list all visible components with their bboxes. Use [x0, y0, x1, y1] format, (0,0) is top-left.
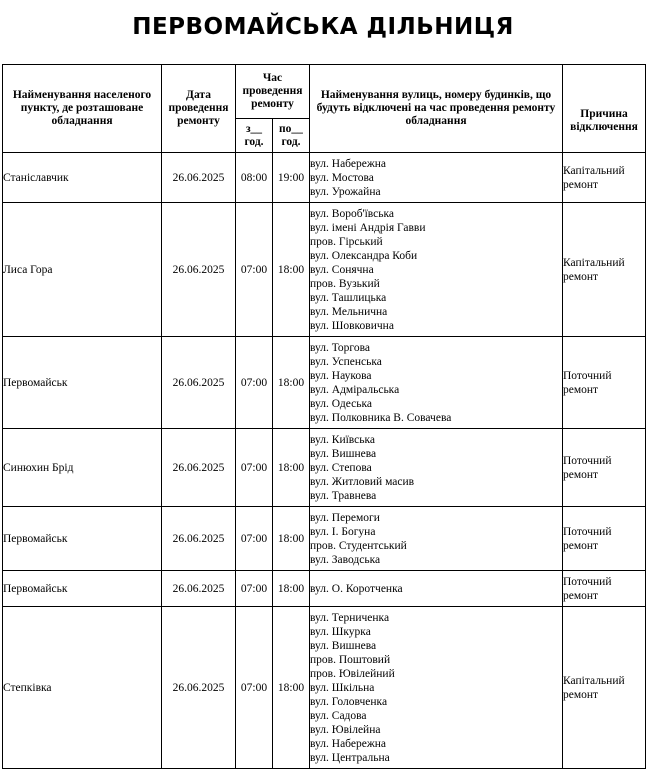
- street-item: вул. Набережна: [310, 157, 387, 170]
- street-item: вул. Вишнева: [310, 447, 377, 460]
- date-cell: 26.06.2025: [162, 337, 236, 429]
- reason-cell: Капітальний ремонт: [563, 607, 646, 769]
- date-cell: 26.06.2025: [162, 507, 236, 571]
- streets-cell: [310, 571, 563, 607]
- time-to-cell: 18:00: [273, 429, 310, 507]
- street-item: вул. Степова: [310, 461, 372, 474]
- street-item: вул. Центральна: [310, 751, 390, 764]
- streets-cell: [310, 429, 563, 507]
- table-row: [3, 507, 646, 571]
- date-cell: 26.06.2025: [162, 607, 236, 769]
- settlement-cell: Степківка: [3, 607, 162, 769]
- street-item: вул. Торгова: [310, 341, 370, 354]
- time-from-cell: 07:00: [236, 203, 273, 337]
- settlement-cell: Первомайськ: [3, 571, 162, 607]
- streets-cell: [310, 153, 563, 203]
- street-item: вул. І. Богуна: [310, 525, 376, 538]
- street-item: пров. Студентський: [310, 539, 407, 552]
- settlement-cell: Синюхин Брід: [3, 429, 162, 507]
- street-item: вул. Шовковична: [310, 319, 394, 332]
- time-to-cell: 18:00: [273, 507, 310, 571]
- time-from-cell: 07:00: [236, 507, 273, 571]
- street-item: вул. Полковника В. Совачева: [310, 411, 452, 424]
- table-row: [3, 153, 646, 203]
- street-item: вул. Адміральська: [310, 383, 400, 396]
- street-item: вул. Успенська: [310, 355, 382, 368]
- date-cell: 26.06.2025: [162, 429, 236, 507]
- street-item: вул. Терниченка: [310, 611, 390, 624]
- street-item: вул. Перемоги: [310, 511, 380, 524]
- table-row: [3, 203, 646, 337]
- header-reason-spacer: [563, 65, 646, 91]
- time-to-cell: 18:00: [273, 607, 310, 769]
- street-item: пров. Поштовий: [310, 653, 391, 666]
- reason-cell: Поточний ремонт: [563, 571, 646, 607]
- time-from-cell: 07:00: [236, 571, 273, 607]
- time-to-cell: 18:00: [273, 203, 310, 337]
- street-item: вул. Вороб'ївська: [310, 207, 395, 220]
- street-item: вул. Наукова: [310, 369, 372, 382]
- street-item: вул. Сонячна: [310, 263, 374, 276]
- street-item: вул. Одеська: [310, 397, 373, 410]
- header-time: Час проведення ремонту: [236, 65, 310, 119]
- street-item: вул. О. Коротченка: [310, 582, 403, 595]
- street-item: вул. Ювілейна: [310, 723, 381, 736]
- header-date: Дата проведення ремонту: [162, 65, 236, 153]
- street-item: вул. Київська: [310, 433, 376, 446]
- streets-cell: [310, 203, 563, 337]
- street-item: вул. Заводська: [310, 553, 381, 566]
- time-from-cell: 07:00: [236, 607, 273, 769]
- street-item: пров. Вузький: [310, 277, 380, 290]
- time-to-cell: 18:00: [273, 337, 310, 429]
- streets-cell: [310, 607, 563, 769]
- time-from-cell: 07:00: [236, 337, 273, 429]
- street-item: вул. Олександра Коби: [310, 249, 418, 262]
- street-item: вул. Вишнева: [310, 639, 377, 652]
- reason-cell: Капітальний ремонт: [563, 203, 646, 337]
- table-row: [3, 607, 646, 769]
- street-item: вул. імені Андрія Гавви: [310, 221, 426, 234]
- table-body: [3, 153, 646, 769]
- street-item: вул. Ташлицька: [310, 291, 387, 304]
- outage-schedule-table: [2, 64, 646, 769]
- street-item: пров. Гірський: [310, 235, 383, 248]
- reason-cell: Поточний ремонт: [563, 507, 646, 571]
- table-header: [3, 65, 646, 153]
- settlement-cell: Станіславчик: [3, 153, 162, 203]
- street-item: вул. Набережна: [310, 737, 387, 750]
- date-cell: 26.06.2025: [162, 153, 236, 203]
- time-to-cell: 18:00: [273, 571, 310, 607]
- time-from-cell: 07:00: [236, 429, 273, 507]
- time-from-cell: 08:00: [236, 153, 273, 203]
- table-row: [3, 337, 646, 429]
- page-title: ПЕРВОМАЙСЬКА ДІЛЬНИЦЯ: [132, 14, 514, 40]
- settlement-cell: Лиса Гора: [3, 203, 162, 337]
- street-item: вул. Мостова: [310, 171, 374, 184]
- settlement-cell: Первомайськ: [3, 507, 162, 571]
- street-item: вул. Житловий масив: [310, 475, 415, 488]
- street-item: вул. Мельнична: [310, 305, 388, 318]
- reason-cell: Поточний ремонт: [563, 429, 646, 507]
- street-item: вул. Урожайна: [310, 185, 381, 198]
- date-cell: 26.06.2025: [162, 203, 236, 337]
- street-item: вул. Травнева: [310, 489, 377, 502]
- street-item: вул. Головченка: [310, 695, 388, 708]
- time-to-cell: 19:00: [273, 153, 310, 203]
- date-cell: 26.06.2025: [162, 571, 236, 607]
- reason-cell: Капітальний ремонт: [563, 153, 646, 203]
- header-reason: Причина відключення: [563, 91, 646, 153]
- street-item: вул. Шкурка: [310, 625, 371, 638]
- settlement-cell: Первомайськ: [3, 337, 162, 429]
- table-row: [3, 429, 646, 507]
- streets-cell: [310, 337, 563, 429]
- street-item: вул. Садова: [310, 709, 367, 722]
- street-item: вул. Шкільна: [310, 681, 375, 694]
- table-row: [3, 571, 646, 607]
- header-settlement: Найменування населеного пункту, де розташоване обладнання: [3, 65, 162, 153]
- header-streets: Найменування вулиць, номеру будинків, що будуть відключені на час проведення ремонту обладнання: [310, 65, 563, 153]
- header-time-from: з__ год.: [236, 119, 273, 153]
- reason-cell: Поточний ремонт: [563, 337, 646, 429]
- header-time-to: по__ год.: [273, 119, 310, 153]
- streets-cell: [310, 507, 563, 571]
- street-item: пров. Ювілейний: [310, 667, 395, 680]
